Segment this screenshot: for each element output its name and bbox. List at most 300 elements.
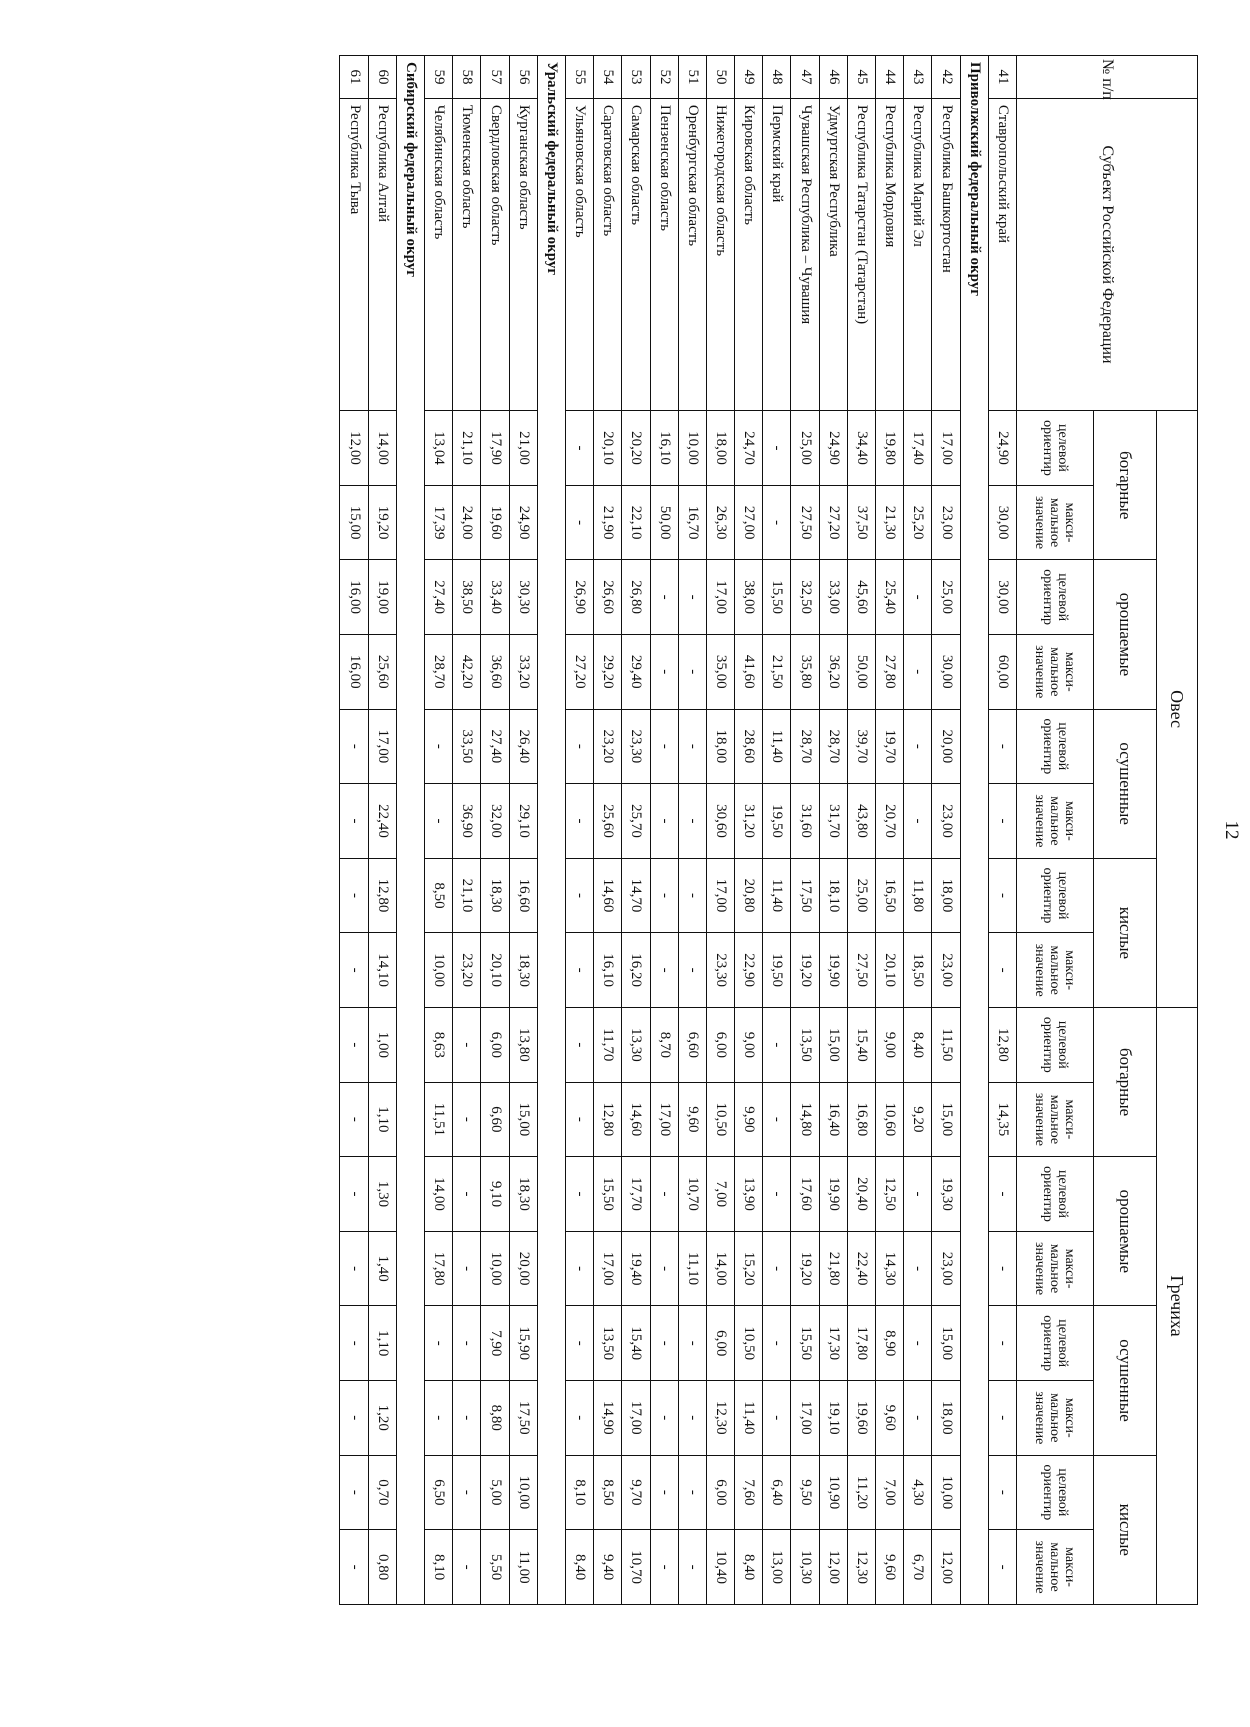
value-cell: -: [763, 1157, 791, 1232]
value-cell: 15,40: [847, 1008, 875, 1083]
value-cell: -: [678, 634, 706, 709]
value-cell: -: [763, 485, 791, 560]
value-cell: -: [650, 784, 678, 859]
value-cell: -: [453, 1306, 481, 1381]
value-cell: 15,00: [932, 1306, 960, 1381]
value-cell: 26,90: [566, 560, 594, 635]
table-row: [566, 56, 594, 1605]
value-cell: -: [340, 933, 368, 1008]
value-cell: 38,50: [453, 560, 481, 635]
value-cell: 18,30: [481, 858, 509, 933]
value-cell: -: [340, 784, 368, 859]
header-max: макси-мальное значение: [1017, 1082, 1094, 1157]
value-cell: 32,00: [481, 784, 509, 859]
value-cell: -: [566, 1306, 594, 1381]
value-cell: 14,60: [594, 858, 622, 933]
value-cell: -: [650, 858, 678, 933]
value-cell: 7,90: [481, 1306, 509, 1381]
value-cell: 13,04: [425, 411, 453, 486]
value-cell: 25,70: [622, 784, 650, 859]
value-cell: 50,00: [847, 634, 875, 709]
header-land-type: орошаемые: [1094, 1157, 1157, 1306]
value-cell: 0,70: [368, 1455, 396, 1530]
value-cell: 27,50: [847, 933, 875, 1008]
table-row: [509, 56, 537, 1605]
value-cell: 22,40: [847, 1231, 875, 1306]
value-cell: 15,50: [763, 560, 791, 635]
row-number: 45: [847, 56, 875, 99]
header-target: целевой ориентир: [1017, 560, 1094, 635]
subject-name: Пензенская область: [650, 98, 678, 410]
value-cell: 30,30: [509, 560, 537, 635]
value-cell: 14,60: [622, 1082, 650, 1157]
value-cell: -: [453, 1082, 481, 1157]
row-number: 61: [340, 56, 368, 99]
value-cell: 9,60: [876, 1530, 904, 1605]
row-number: 42: [932, 56, 960, 99]
value-cell: 19,30: [932, 1157, 960, 1232]
value-cell: 11,51: [425, 1082, 453, 1157]
value-cell: 10,00: [932, 1455, 960, 1530]
subject-name: Нижегородская область: [706, 98, 734, 410]
value-cell: -: [763, 1306, 791, 1381]
value-cell: 16,40: [819, 1082, 847, 1157]
value-cell: 23,00: [932, 784, 960, 859]
value-cell: 12,30: [847, 1530, 875, 1605]
value-cell: 12,00: [340, 411, 368, 486]
subject-name: Пермский край: [763, 98, 791, 410]
value-cell: -: [340, 709, 368, 784]
value-cell: -: [425, 784, 453, 859]
table-row: [368, 56, 396, 1605]
value-cell: 6,00: [706, 1455, 734, 1530]
value-cell: 20,00: [932, 709, 960, 784]
value-cell: 27,80: [876, 634, 904, 709]
value-cell: 11,40: [735, 1380, 763, 1455]
value-cell: 18,30: [509, 1157, 537, 1232]
header-target: целевой ориентир: [1017, 1008, 1094, 1083]
value-cell: 10,40: [706, 1530, 734, 1605]
row-number: 56: [509, 56, 537, 99]
table-row: [453, 56, 481, 1605]
value-cell: 23,20: [453, 933, 481, 1008]
value-cell: -: [678, 1306, 706, 1381]
value-cell: 14,70: [622, 858, 650, 933]
district-row: [537, 56, 565, 1605]
value-cell: 17,40: [904, 411, 932, 486]
value-cell: 14,90: [594, 1380, 622, 1455]
value-cell: 5,00: [481, 1455, 509, 1530]
value-cell: 14,80: [791, 1082, 819, 1157]
value-cell: 9,00: [876, 1008, 904, 1083]
value-cell: -: [453, 1380, 481, 1455]
value-cell: -: [650, 1306, 678, 1381]
value-cell: 28,70: [819, 709, 847, 784]
value-cell: 11,50: [932, 1008, 960, 1083]
row-number: 58: [453, 56, 481, 99]
value-cell: 37,50: [847, 485, 875, 560]
value-cell: 14,00: [368, 411, 396, 486]
value-cell: 38,00: [735, 560, 763, 635]
value-cell: 20,10: [594, 411, 622, 486]
value-cell: 7,00: [876, 1455, 904, 1530]
subject-name: Ставропольский край: [988, 98, 1016, 410]
value-cell: 5,50: [481, 1530, 509, 1605]
district-name: Сибирский федеральный округ: [396, 56, 424, 1605]
header-subject: Субъект Российской Федерации: [1017, 98, 1198, 410]
row-number: 44: [876, 56, 904, 99]
value-cell: 11,40: [763, 858, 791, 933]
value-cell: 34,40: [847, 411, 875, 486]
value-cell: 24,90: [819, 411, 847, 486]
value-cell: -: [340, 1455, 368, 1530]
value-cell: 17,00: [650, 1082, 678, 1157]
value-cell: -: [566, 411, 594, 486]
value-cell: 9,60: [678, 1082, 706, 1157]
subject-name: Удмуртская Республика: [819, 98, 847, 410]
value-cell: 12,30: [706, 1380, 734, 1455]
value-cell: 24,70: [735, 411, 763, 486]
value-cell: 28,70: [425, 634, 453, 709]
value-cell: 10,00: [678, 411, 706, 486]
value-cell: -: [566, 858, 594, 933]
subject-name: Свердловская область: [481, 98, 509, 410]
value-cell: 23,00: [932, 1231, 960, 1306]
subject-name: Курганская область: [509, 98, 537, 410]
value-cell: -: [904, 1306, 932, 1381]
value-cell: 30,00: [988, 560, 1016, 635]
value-cell: 1,00: [368, 1008, 396, 1083]
value-cell: -: [988, 1157, 1016, 1232]
value-cell: 1,10: [368, 1082, 396, 1157]
value-cell: 8,90: [876, 1306, 904, 1381]
value-cell: 7,00: [706, 1157, 734, 1232]
value-cell: -: [650, 560, 678, 635]
table-row: [819, 56, 847, 1605]
value-cell: 10,50: [735, 1306, 763, 1381]
row-number: 52: [650, 56, 678, 99]
value-cell: 19,20: [791, 933, 819, 1008]
value-cell: 17,00: [706, 858, 734, 933]
value-cell: 17,50: [509, 1380, 537, 1455]
value-cell: 0,80: [368, 1530, 396, 1605]
value-cell: -: [650, 1380, 678, 1455]
value-cell: 33,00: [819, 560, 847, 635]
value-cell: 45,60: [847, 560, 875, 635]
value-cell: 18,00: [706, 709, 734, 784]
value-cell: 14,30: [876, 1231, 904, 1306]
value-cell: -: [340, 1157, 368, 1232]
value-cell: 15,00: [932, 1082, 960, 1157]
value-cell: 43,80: [847, 784, 875, 859]
value-cell: 24,90: [509, 485, 537, 560]
value-cell: 11,10: [678, 1231, 706, 1306]
value-cell: 33,50: [453, 709, 481, 784]
value-cell: 29,10: [509, 784, 537, 859]
row-number: 55: [566, 56, 594, 99]
table-row: [340, 56, 368, 1605]
value-cell: 27,00: [735, 485, 763, 560]
value-cell: -: [340, 1530, 368, 1605]
value-cell: 29,20: [594, 634, 622, 709]
value-cell: 25,60: [368, 634, 396, 709]
value-cell: 28,60: [735, 709, 763, 784]
value-cell: 19,70: [876, 709, 904, 784]
row-number: 46: [819, 56, 847, 99]
value-cell: 25,60: [594, 784, 622, 859]
value-cell: 15,50: [594, 1157, 622, 1232]
row-number: 60: [368, 56, 396, 99]
value-cell: -: [678, 560, 706, 635]
value-cell: -: [988, 1455, 1016, 1530]
value-cell: 9,60: [876, 1380, 904, 1455]
table-row: [735, 56, 763, 1605]
value-cell: 23,20: [594, 709, 622, 784]
row-number: 54: [594, 56, 622, 99]
value-cell: -: [904, 1157, 932, 1232]
value-cell: -: [425, 1380, 453, 1455]
value-cell: 10,30: [791, 1530, 819, 1605]
header-target: целевой ориентир: [1017, 1157, 1094, 1232]
header-max: макси-мальное значение: [1017, 933, 1094, 1008]
table-row: [763, 56, 791, 1605]
value-cell: 12,80: [594, 1082, 622, 1157]
value-cell: 18,50: [904, 933, 932, 1008]
value-cell: -: [566, 1008, 594, 1083]
value-cell: -: [988, 1530, 1016, 1605]
value-cell: 35,80: [791, 634, 819, 709]
value-cell: 23,30: [706, 933, 734, 1008]
value-cell: -: [650, 1530, 678, 1605]
subject-name: Кировская область: [735, 98, 763, 410]
value-cell: 39,70: [847, 709, 875, 784]
value-cell: -: [650, 634, 678, 709]
table-row: [791, 56, 819, 1605]
value-cell: 27,40: [425, 560, 453, 635]
value-cell: 21,80: [819, 1231, 847, 1306]
header-target: целевой ориентир: [1017, 709, 1094, 784]
value-cell: -: [453, 1231, 481, 1306]
value-cell: 27,20: [566, 634, 594, 709]
value-cell: -: [453, 1455, 481, 1530]
value-cell: 22,10: [622, 485, 650, 560]
value-cell: 1,20: [368, 1380, 396, 1455]
value-cell: -: [988, 709, 1016, 784]
value-cell: 20,20: [622, 411, 650, 486]
value-cell: 25,00: [932, 560, 960, 635]
value-cell: 11,80: [904, 858, 932, 933]
value-cell: 20,00: [509, 1231, 537, 1306]
table-row: [481, 56, 509, 1605]
value-cell: -: [988, 858, 1016, 933]
value-cell: 20,10: [481, 933, 509, 1008]
value-cell: -: [678, 1530, 706, 1605]
value-cell: 12,80: [988, 1008, 1016, 1083]
value-cell: 23,00: [932, 933, 960, 1008]
header-max: макси-мальное значение: [1017, 485, 1094, 560]
value-cell: -: [988, 1380, 1016, 1455]
value-cell: 17,00: [706, 560, 734, 635]
value-cell: 19,60: [481, 485, 509, 560]
value-cell: 6,60: [481, 1082, 509, 1157]
value-cell: 7,60: [735, 1455, 763, 1530]
value-cell: 10,00: [509, 1455, 537, 1530]
value-cell: -: [904, 1231, 932, 1306]
value-cell: 12,50: [876, 1157, 904, 1232]
value-cell: 23,00: [932, 485, 960, 560]
value-cell: 4,30: [904, 1455, 932, 1530]
value-cell: 21,30: [876, 485, 904, 560]
value-cell: -: [650, 1157, 678, 1232]
value-cell: 6,40: [763, 1455, 791, 1530]
value-cell: 17,50: [791, 858, 819, 933]
value-cell: 31,60: [791, 784, 819, 859]
table-row: [622, 56, 650, 1605]
value-cell: 20,10: [876, 933, 904, 1008]
header-land-type: орошаемые: [1094, 560, 1157, 709]
value-cell: 15,20: [735, 1231, 763, 1306]
value-cell: 28,70: [791, 709, 819, 784]
subject-name: Республика Татарстан (Татарстан): [847, 98, 875, 410]
subject-name: Челябинская область: [425, 98, 453, 410]
value-cell: 8,80: [481, 1380, 509, 1455]
table-row: [876, 56, 904, 1605]
table-row: [904, 56, 932, 1605]
header-target: целевой ориентир: [1017, 1455, 1094, 1530]
value-cell: -: [988, 1231, 1016, 1306]
value-cell: -: [650, 1455, 678, 1530]
value-cell: -: [340, 1082, 368, 1157]
value-cell: 21,90: [594, 485, 622, 560]
table-row: [932, 56, 960, 1605]
row-number: 47: [791, 56, 819, 99]
value-cell: 26,60: [594, 560, 622, 635]
header-land-type: осушенные: [1094, 709, 1157, 858]
value-cell: -: [678, 933, 706, 1008]
value-cell: 18,30: [509, 933, 537, 1008]
value-cell: 10,00: [425, 933, 453, 1008]
value-cell: 13,80: [509, 1008, 537, 1083]
value-cell: 41,60: [735, 634, 763, 709]
header-target: целевой ориентир: [1017, 411, 1094, 486]
value-cell: 33,20: [509, 634, 537, 709]
value-cell: 14,00: [706, 1231, 734, 1306]
value-cell: 13,90: [735, 1157, 763, 1232]
value-cell: -: [425, 709, 453, 784]
value-cell: 32,50: [791, 560, 819, 635]
value-cell: -: [763, 1082, 791, 1157]
header-land-type: осушенные: [1094, 1306, 1157, 1455]
value-cell: 26,40: [509, 709, 537, 784]
value-cell: 26,80: [622, 560, 650, 635]
table-row: [706, 56, 734, 1605]
value-cell: -: [566, 1231, 594, 1306]
value-cell: -: [453, 1008, 481, 1083]
value-cell: 19,20: [368, 485, 396, 560]
value-cell: 24,90: [988, 411, 1016, 486]
district-name: Приволжский федеральный округ: [960, 56, 988, 1605]
header-max: макси-мальное значение: [1017, 1530, 1094, 1605]
value-cell: 27,40: [481, 709, 509, 784]
header-land-type: кислые: [1094, 858, 1157, 1007]
value-cell: -: [566, 784, 594, 859]
value-cell: 17,00: [622, 1380, 650, 1455]
row-number: 53: [622, 56, 650, 99]
row-number: 49: [735, 56, 763, 99]
value-cell: 29,40: [622, 634, 650, 709]
value-cell: 8,10: [425, 1530, 453, 1605]
subject-name: Республика Башкортостан: [932, 98, 960, 410]
value-cell: -: [763, 1380, 791, 1455]
value-cell: 19,00: [368, 560, 396, 635]
district-row: [960, 56, 988, 1605]
value-cell: 27,20: [819, 485, 847, 560]
value-cell: 26,30: [706, 485, 734, 560]
value-cell: 14,00: [425, 1157, 453, 1232]
row-number: 50: [706, 56, 734, 99]
value-cell: 27,50: [791, 485, 819, 560]
value-cell: 50,00: [650, 485, 678, 560]
value-cell: 12,00: [819, 1530, 847, 1605]
value-cell: 19,50: [763, 784, 791, 859]
value-cell: 36,60: [481, 634, 509, 709]
value-cell: 1,40: [368, 1231, 396, 1306]
value-cell: 21,10: [453, 411, 481, 486]
value-cell: 19,80: [876, 411, 904, 486]
value-cell: 13,50: [594, 1306, 622, 1381]
value-cell: 14,35: [988, 1082, 1016, 1157]
value-cell: 18,00: [932, 858, 960, 933]
district-name: Уральский федеральный округ: [537, 56, 565, 1605]
header-max: макси-мальное значение: [1017, 784, 1094, 859]
value-cell: 25,40: [876, 560, 904, 635]
value-cell: 17,60: [791, 1157, 819, 1232]
header-target: целевой ориентир: [1017, 1306, 1094, 1381]
value-cell: -: [566, 1157, 594, 1232]
yield-table: [340, 55, 1199, 1605]
value-cell: 19,20: [791, 1231, 819, 1306]
value-cell: 11,40: [763, 709, 791, 784]
value-cell: -: [678, 709, 706, 784]
value-cell: 15,00: [340, 485, 368, 560]
value-cell: 18,00: [706, 411, 734, 486]
district-row: [396, 56, 424, 1605]
value-cell: 19,90: [819, 933, 847, 1008]
value-cell: 6,70: [904, 1530, 932, 1605]
value-cell: 9,20: [904, 1082, 932, 1157]
table-row: [594, 56, 622, 1605]
value-cell: 15,00: [819, 1008, 847, 1083]
value-cell: 16,20: [622, 933, 650, 1008]
table-row: [650, 56, 678, 1605]
row-number: 51: [678, 56, 706, 99]
value-cell: 13,00: [763, 1530, 791, 1605]
subject-name: Республика Тыва: [340, 98, 368, 410]
value-cell: 60,00: [988, 634, 1016, 709]
table-row: [425, 56, 453, 1605]
value-cell: 22,90: [735, 933, 763, 1008]
value-cell: -: [678, 858, 706, 933]
value-cell: 25,00: [847, 858, 875, 933]
value-cell: 11,20: [847, 1455, 875, 1530]
value-cell: 20,80: [735, 858, 763, 933]
value-cell: -: [566, 709, 594, 784]
rotated-table-sheet: [250, 55, 1250, 1605]
value-cell: 42,20: [453, 634, 481, 709]
value-cell: 19,10: [819, 1380, 847, 1455]
value-cell: 6,50: [425, 1455, 453, 1530]
value-cell: -: [763, 1231, 791, 1306]
